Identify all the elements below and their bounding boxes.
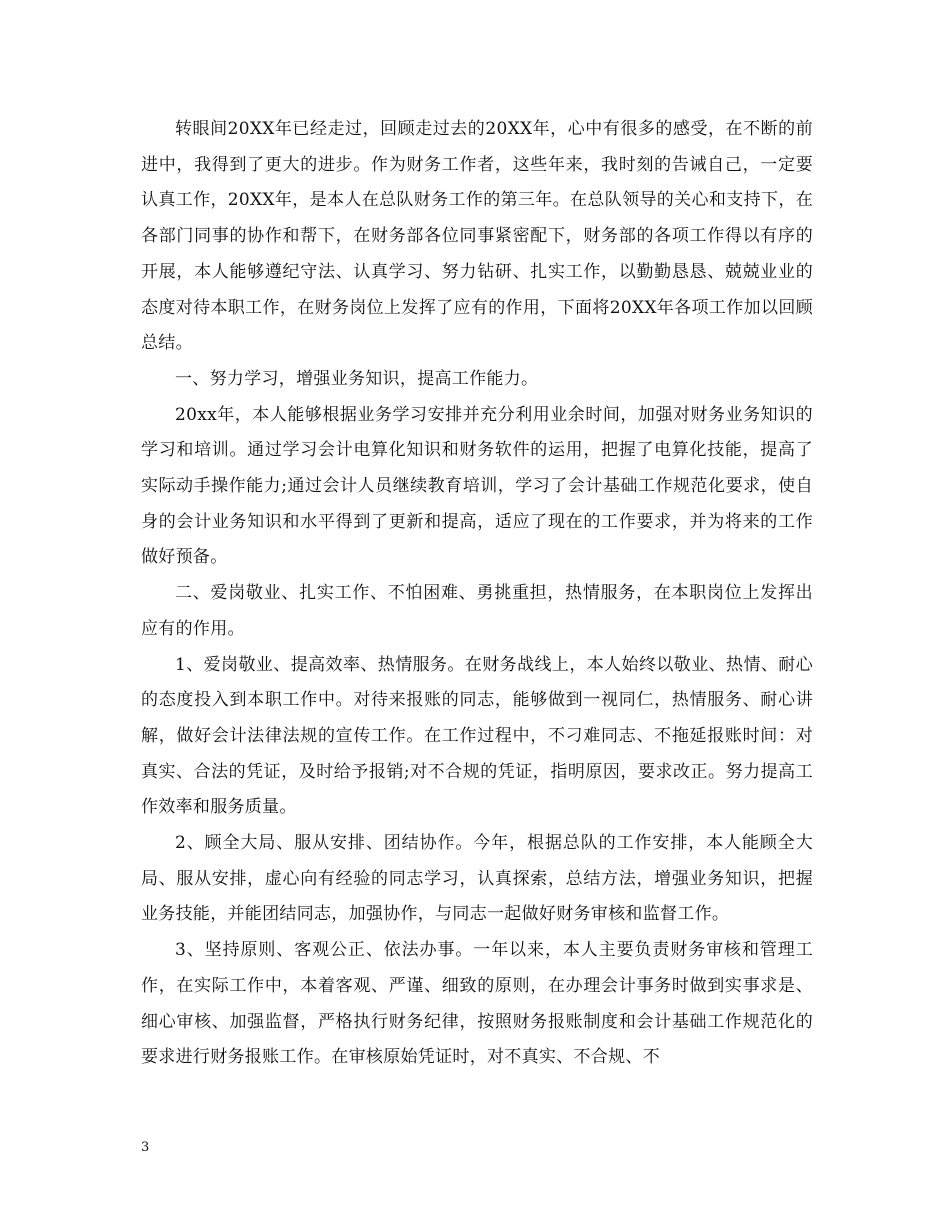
page-number: 3 — [141, 1140, 150, 1155]
section-heading-two: 二、爱岗敬业、扎实工作、不怕困难、勇挑重担，热情服务，在本职岗位上发挥出应有的作用。 — [141, 583, 813, 639]
document-body — [141, 112, 813, 1076]
paragraph-item-3: 3、坚持原则、客观公正、依法办事。一年以来，本人主要负责财务审核和管理工作，在实际工作中，本着客观、严谨、细致的原则，在办理会计事务时做到实事求是、细心审核、加强监督，严格执行财务纪律，按照财务报账制度和会计基础工作规范化的要求进行财务报账工作。在审核原始凭证时，对不真实、不合规、不 — [141, 940, 813, 1068]
paragraph-study: 20xx年，本人能够根据业务学习安排并充分利用业余时间，加强对财务业务知识的学习和培训。通过学习会计电算化知识和财务软件的运用，把握了电算化技能，提高了实际动手操作能力;通过会计人员继续教育培训，学习了会计基础工作规范化要求，使自身的会计业务知识和水平得到了更新和提高，适应了现在的工作要求，并为将来的工作做好预备。 — [141, 404, 813, 568]
section-heading-one: 一、努力学习，增强业务知识，提高工作能力。 — [175, 368, 539, 389]
paragraph-item-1: 1、爱岗敬业、提高效率、热情服务。在财务战线上，本人始终以敬业、热情、耐心的态度投入到本职工作中。对待来报账的同志，能够做到一视同仁，热情服务、耐心讲解，做好会计法律法规的宣传工作。在工作过程中，不刁难同志、不拖延报账时间：对真实、合法的凭证，及时给予报销;对不合规的凭证，指明原因，要求改正。努力提高工作效率和服务质量。 — [141, 654, 813, 818]
paragraph-intro: 转眼间20XX年已经走过，回顾走过去的20XX年，心中有很多的感受，在不断的前进中，我得到了更大的进步。作为财务工作者，这些年来，我时刻的告诫自己，一定要认真工作，20XX年，是本人在总队财务工作的第三年。在总队领导的关心和支持下，在各部门同事的协作和帮下，在财务部各位同事紧密配下，财务部的各项工作得以有序的开展，本人能够遵纪守法、认真学习、努力钻研、扎实工作，以勤勤恳恳、兢兢业业的态度对待本职工作，在财务岗位上发挥了应有的作用，下面将20XX年各项工作加以回顾总结。 — [141, 119, 813, 354]
paragraph-item-2: 2、顾全大局、服从安排、团结协作。今年，根据总队的工作安排，本人能顾全大局、服从安排，虚心向有经验的同志学习，认真探索，总结方法，增强业务知识，把握业务技能，并能团结同志，加强协作，与同志一起做好财务审核和监督工作。 — [141, 833, 813, 925]
